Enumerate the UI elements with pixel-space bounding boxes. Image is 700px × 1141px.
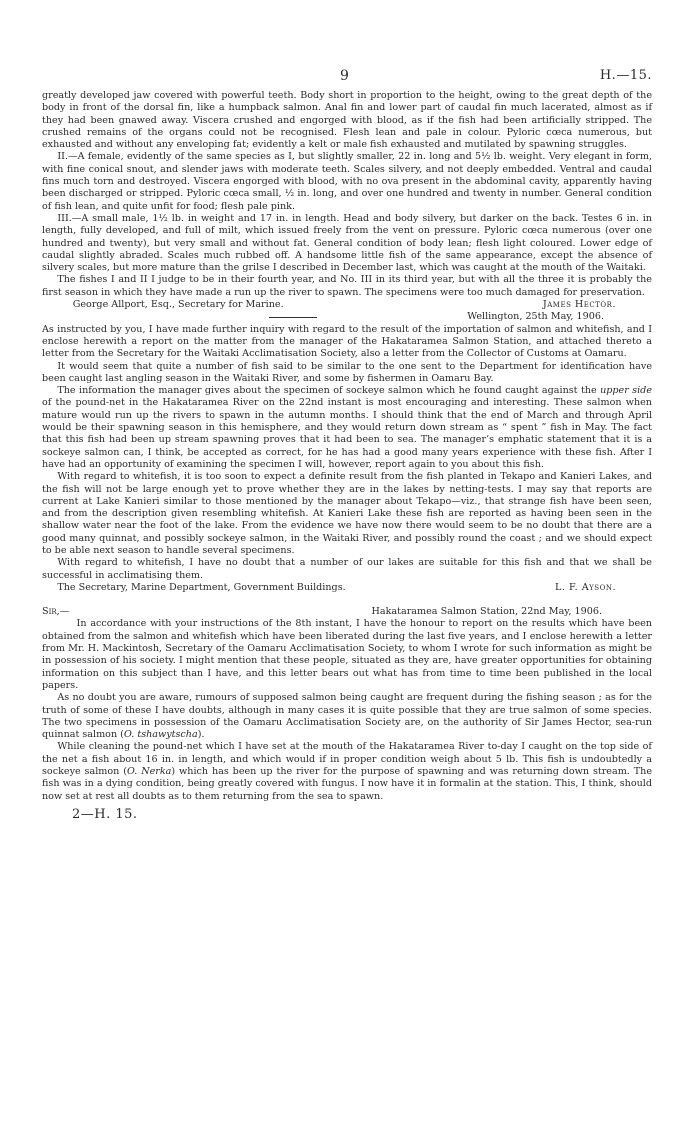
paragraph: With regard to whitefish, it is too soon to expect a definite result from the fish planted in Tekapo and Kanieri Lakes, and the fish will not be large enough yet to prove whether they are in the lakes by netting-tests. I may say that reports are current at Lake Kanieri similar to those mentioned by the manager about Tekapo—viz., that strange fish have been seen, and from the description given resembling whitefish. At Kanieri Lake these fish are reported as having been seen in the shallow water near the foot of the lake. From the evidence we have now there would seem to be no doubt that there are a good many quinnat, and possibly sockeye salmon, in the Waitaki River, and possibly round the coast ; and we should expect to be able next season to handle several specimens. [42, 471, 652, 556]
addressee: The Secretary, Marine Department, Government Buildings. [57, 581, 346, 593]
italic-text: O. Nerka [126, 766, 172, 778]
signatory: James Hector. [542, 299, 616, 311]
paragraph: The fishes I and II I judge to be in their fourth year, and No. III in its third year, but with all the three it is probably the first season in which they have made a run up the river to spawn. The specimens were too much damaged for preservation. [42, 274, 652, 298]
text-run: ) which has been up the river for the purpose of spawning and was returning down stream. The fish was in a dying condition, being greatly covered with fungus. I now have it in formalin at the station. This, I think, should now set at rest all doubts as to them returning from the sea to spawn. [42, 766, 652, 802]
paragraph: As instructed by you, I have made further inquiry with regard to the result of the importation of salmon and whitefish, and I enclose herewith a report on the matter from the manager of the Hakataramea Salmon Station, and attached thereto a letter from the Secretary for the Waitaki Acclimatisation Society, also a letter from the Collector of Customs at Oamaru. [42, 323, 652, 360]
text-run: ). [197, 729, 205, 741]
date-location: Wellington, 25th May, 1906. [467, 311, 604, 323]
letter-heading [42, 606, 652, 618]
dateline [42, 311, 652, 323]
signatory: L. F. Ayson. [555, 581, 616, 593]
page-number: 9 [340, 68, 349, 84]
text-run: While cleaning the pound-net which I have set at the mouth of the Hakataramea River to-day I caught on the top side of the net a fish about 16 in. in length, and which would if in proper condition weigh about 5 lb. This fish is undoubtedly a sockeye salmon ( [42, 741, 652, 778]
separator-rule [269, 317, 317, 318]
paragraph: greatly developed jaw covered with powerful teeth. Body short in proportion to the height, owing to the great depth of the body in front of the dorsal fin, like a humpback salmon. Anal fin and lower part of caudal fin much lacerated, almost as if they had been gnawed away. Viscera crushed and engorged with blood, as if the fish had been artificially stripped. The crushed remains of the organs could not be recognised. Flesh lean and pale in colour. Pyloric cœca numerous, but exhausted and without any enveloping fat; evidently a kelt or male fish exhausted and mutilated by spawning struggles. [42, 90, 652, 151]
document-reference: H.—15. [599, 68, 652, 83]
date-location: Hakataramea Salmon Station, 22nd May, 1906. [371, 606, 602, 618]
spacer [42, 594, 652, 606]
page-header [42, 70, 652, 90]
signature-mark: 2—H. 15. [72, 806, 138, 822]
addressee: George Allport, Esq., Secretary for Marine. [72, 299, 284, 311]
text-run: of the pound-net in the Hakataramea River on the 22nd instant is most encouraging and interesting. These salmon when mature would run up the rivers to spawn in the autumn months. I should think that the end of March and through April would be their spawning season in this hemisphere, and they would return down stream as “ spent ” fish in May. The fact that this fish had been up stream spawning proves that it had been to sea. The manager’s emphatic statement that it is a sockeye salmon can, I think, be accepted as correct, for he has had a good many years experience with these fish. After I have had an opportunity of examining the specimen I will, however, report again to you about this fish. [42, 397, 652, 470]
paragraph: III.—A small male, 1½ lb. in weight and 17 in. in length. Head and body silvery, but darker on the back. Testes 6 in. in length, fully developed, and full of milt, which issued freely from the vent on pressure. Pyloric cœca numerous (over one hundred and twenty), but very small and without fat. General condition of body lean; flesh light coloured. Lower edge of caudal slightly abraded. Scales much rubbed off. A handsome little fish of the same appearance, except the absence of silvery scales, but more mature than the grilse I described in December last, which was caught at the mouth of the Waitaki. [42, 212, 652, 274]
paragraph: II.—A female, evidently of the same species as I, but slightly smaller, 22 in. long and 5½ lb. weight. Very elegant in form, with fine conical snout, and slender jaws with moderate teeth. Scales silvery, and not deeply embedded. Ventral and caudal fins much torn and destroyed. Viscera engorged with blood, with no ova present in the abdominal cavity, apparently having been discharged or stripped. Pyloric cœca small, ½ in. long, and over one hundred and twenty in number. General condition of fish lean, and quite unfit for food; flesh pale pink. [42, 151, 652, 212]
italic-text: upper side [600, 385, 652, 397]
salutation: Sir,— [42, 606, 70, 618]
italic-text: O. tshawytscha [123, 729, 198, 741]
paragraph: It would seem that quite a number of fish said to be similar to the one sent to the Department for identification have been caught last angling season in the Waitaki River, and some by fishermen in Oamaru Bay. [42, 360, 652, 384]
paragraph: With regard to whitefish, I have no doubt that a number of our lakes are suitable for this fish and that we shall be successful in acclimatising them. [42, 557, 652, 581]
paragraph: In accordance with your instructions of the 8th instant, I have the honour to report on the results which have been obtained from the salmon and whitefish which have been liberated during the last five years, and I enclose herewith a letter from Mr. H. Mackintosh, Secretary of the Oamaru Acclimatisation Society, to whom I wrote for such information as might be in possession of his society. I might mention that these people, situated as they are, have greater opportunities for obtaining information on this subject than I have, and this letter bears out what has from time to time been published in the local papers. [42, 618, 652, 691]
text-run: As no doubt you are aware, rumours of supposed salmon being caught are frequent during the fishing season ; as for the truth of some of these I have doubts, although in many cases it is quite possible that they are true salmon of some species. The two specimens in possession of the Oamaru Acclimatisation Society are, on the authority of Sir James Hector, sea-run quinnat salmon ( [42, 692, 652, 741]
signature-block [42, 582, 652, 594]
paragraph [42, 692, 652, 741]
paragraph [42, 741, 652, 802]
text-run: The information the manager gives about the specimen of sockeye salmon which he found caught against the [57, 385, 601, 397]
paragraph [42, 385, 652, 471]
signature-block [42, 299, 652, 311]
